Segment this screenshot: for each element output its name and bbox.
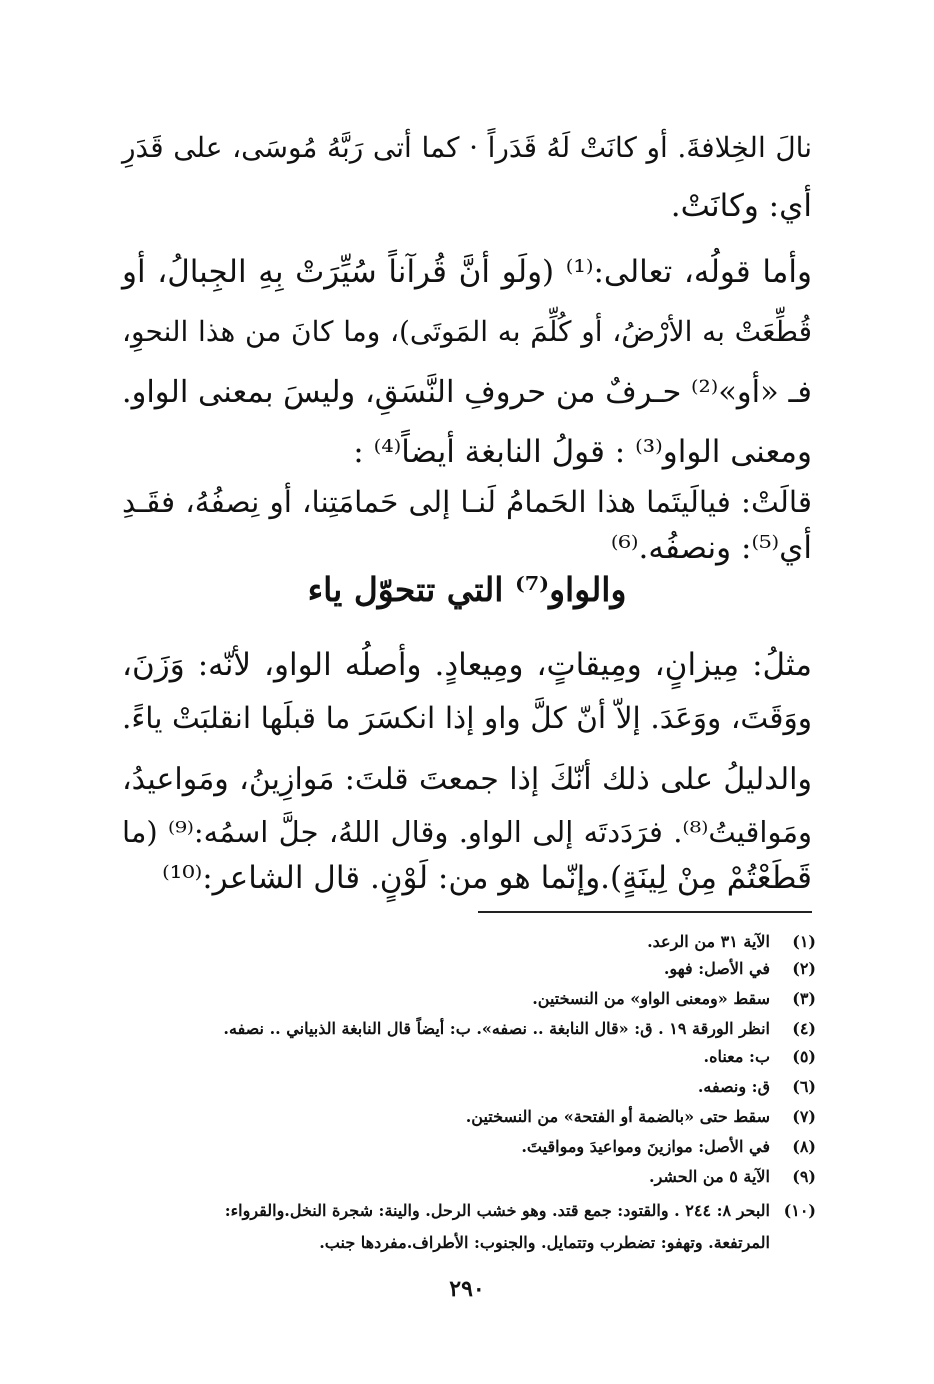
footnote [116,1164,816,1190]
footnote [116,956,816,982]
footnote-number: (٣) [792,989,816,1008]
text-line: ومَواقيتُ⁽⁸⁾. فرَدَدتَه إلى الواو. وقال اللهُ، جلَّ اسمُه:⁽⁹⁾ (ما [122,815,812,849]
footnote-text: الآية ٥ من الحشر. [649,1167,770,1186]
text-line: أي⁽⁵⁾: ونصفُه.⁽⁶⁾ [610,530,812,566]
text-line: فـ «أو»⁽²⁾ حـرفٌ من حروفِ النَّسَقِ، وليسَ بمعنى الواو. [121,375,812,410]
footnote-number: (٨) [792,1137,816,1156]
footnote-text: سقط «ومعنى الواو» من النسختين. [532,989,770,1008]
section-heading: والواو⁽⁷⁾ التي تتحوّل ياء [307,570,627,609]
text-line: أي: وكانَتْ. [670,188,812,224]
footnote-number: (٩) [792,1167,816,1186]
footnote-number: (٧) [792,1107,816,1126]
footnote-number: (١٠) [783,1201,816,1220]
footnote-text: سقط حتى «بالضمة أو الفتحة» من النسختين. [465,1107,770,1126]
footnote-text: المرتفعة. وتهفو: تضطرب وتتمايل. والجنوب: الأطراف.مفردها جنب. [319,1233,770,1252]
footnote [116,1044,816,1070]
text-line: مثلُ: مِيزانٍ، ومِيقاتٍ، ومِيعادٍ. وأصلُه الواو، لأنّه: وَزَنَ، [122,647,812,683]
footnote-text: انظر الورقة ١٩ . ق: «قال النابغة .. نصفه». ب: أيضاً قال النابغة الذبياني .. نصفه. [223,1019,770,1038]
text-line: ووَقَتَ، ووَعَدَ. إلاّ أنّ كلَّ واو إذا انكسَرَ ما قبلَها انقلبَتْ ياءً. [122,701,812,735]
footnote-text: البحر ٨: ٢٤٤ . والقتود: جمع قتد. وهو خشب الرحل. والينة: شجرة النخل.والقرواء: [224,1201,770,1220]
footnote-continuation [116,1230,816,1256]
footnote-number: (٤) [792,1019,816,1038]
footnote [116,986,816,1012]
page-number: ٢٩٠ [449,1276,485,1302]
footnote-number: (٥) [792,1047,816,1066]
text-line: والدليلُ على ذلك أنّكَ إذا جمعتَ قلتَ: مَوازِينُ، ومَواعيدُ، [122,762,812,797]
footnote-number: (٢) [792,959,816,978]
footnote-divider [478,911,812,913]
footnote [116,1198,816,1224]
text-line: قَطَعْتُمْ مِنْ لِينَةٍ).وإنّما هو من: لَوْنٍ. قال الشاعر:⁽¹⁰⁾ [162,860,812,896]
footnote [116,929,816,955]
verse-line: قالَتْ: فيالَيتَما هذا الحَمامُ لَنـا إلى حَمامَتِنا، أو نِصفُهُ، فقَـدِ [122,485,812,519]
footnote-text: في الأصل: فهو. [663,959,770,978]
text-line: نالَ الخِلافةَ. أو كانَتْ لَهُ قَدَراً · كما أتى رَبَّهُ مُوسَى، على قَدَرِ [122,131,812,164]
footnote [116,1016,816,1042]
footnote [116,1104,816,1130]
footnote-text: في الأصل: موازينَ ومواعيدَ ومواقيتَ. [521,1137,770,1156]
footnote-text: ق: ونصفه. [697,1077,770,1096]
footnote-number: (١) [792,932,816,951]
footnote-number: (٦) [792,1077,816,1096]
footnote-text: ب: معناه. [703,1047,770,1066]
text-line: وأما قولُه، تعالى:⁽¹⁾ (ولَو أنَّ قُرآناً سُيِّرَتْ بِهِ الجِبالُ، أو [122,254,812,290]
footnote [116,1134,816,1160]
text-line: قُطِّعَتْ به الأرْضُ، أو كُلِّمَ به المَوتَى)، وما كانَ من هذا النحوِ، [122,315,812,348]
text-line: ومعنى الواو⁽³⁾ : قولُ النابغة أيضاً⁽⁴⁾ : [353,434,812,470]
footnote-text: الآية ٣١ من الرعد. [647,932,770,951]
footnote [116,1074,816,1100]
